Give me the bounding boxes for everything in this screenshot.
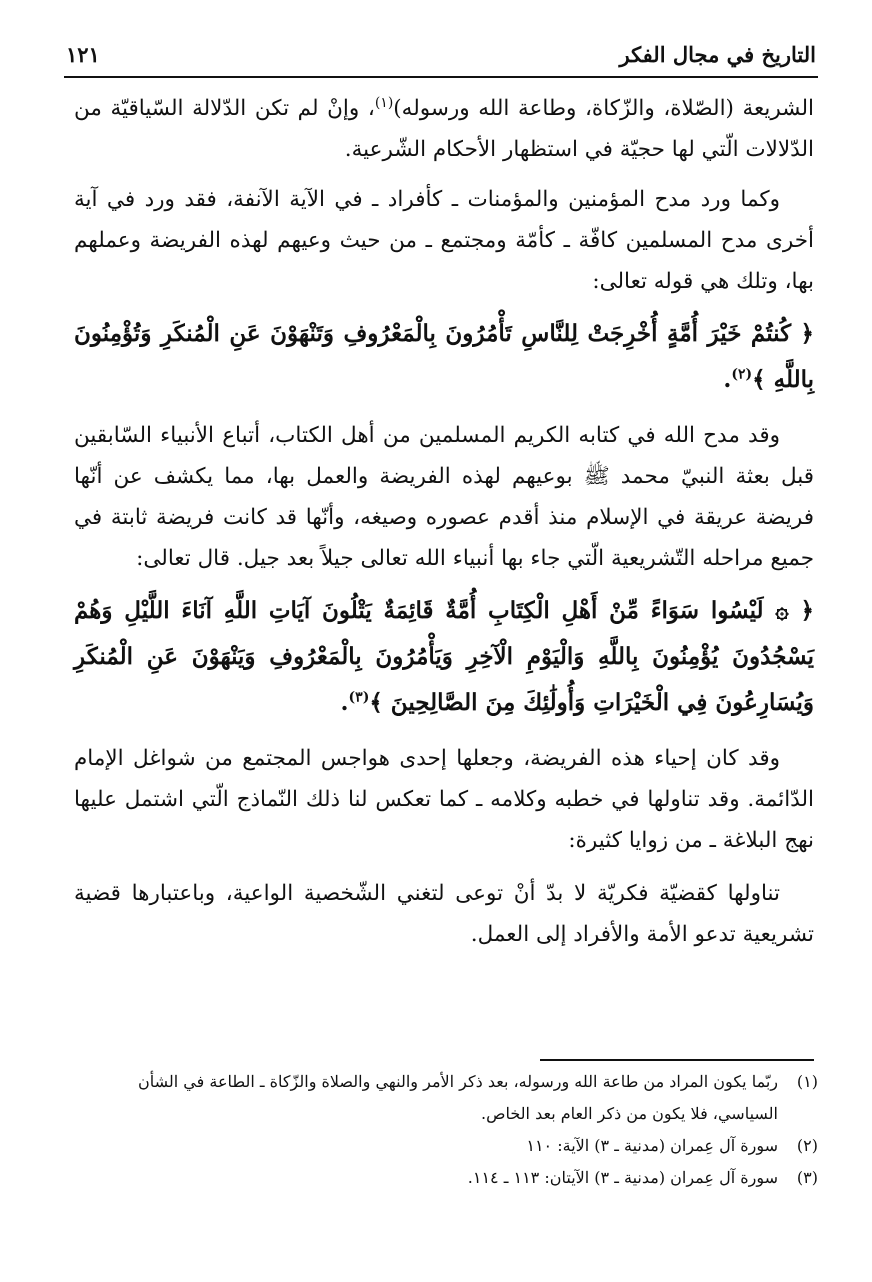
footnote-3 <box>74 1162 818 1194</box>
footnote-2 <box>74 1130 818 1162</box>
paragraph-2: وكما ورد مدح المؤمنين والمؤمنات ـ كأفراد ـ في الآية الآنفة، فقد ورد في آية أخرى مدح المسلمين كافّة ـ كأمّة ومجتمع ـ من حيث وعيهم لهذه الفريضة وعملهم بها، وتلك هي قوله تعالى: <box>74 187 814 294</box>
paragraph-4: وقد كان إحياء هذه الفريضة، وجعلها إحدى هواجس المجتمع من شواغل الإمام الدّائمة. وقد تناولها في خطبه وكلامه ـ كما تعكس لنا ذلك النّماذج الّتي اشتمل عليها نهج البلاغة ـ من زوايا كثيرة: <box>74 746 814 853</box>
verse-1-end: . <box>723 366 732 393</box>
footnote-ref-3: (٣) <box>348 689 370 706</box>
paragraph-1-end: ، وإنْ لم تكن الدّلالة السّياقيّة من الدّلالات الّتي لها حجيّة في استظهار الأحكام الشّرعية. <box>74 96 814 162</box>
paragraph-1-start: الشريعة (الصّلاة، والزّكاة، وطاعة الله ورسوله) <box>393 96 814 121</box>
page-header <box>66 32 816 76</box>
running-title: التاريخ في مجال الفكر <box>619 41 816 67</box>
footnote-1 <box>74 1066 818 1130</box>
footnote-text: سورة آل عِمران (مدنية ـ ٣) الآية: ١١٠ <box>526 1136 778 1155</box>
page-number: ١٢١ <box>66 41 100 67</box>
footnotes <box>74 1066 818 1194</box>
quran-verse-1 <box>74 311 814 403</box>
main-text <box>74 88 814 955</box>
footnote-text: ربّما يكون المراد من طاعة الله ورسوله، بعد ذكر الأمر والنهي والصلاة والزّكاة ـ الطاعة في الشأن السياسي، فلا يكون من ذكر العام بعد الخاص. <box>137 1072 778 1123</box>
verse-1-text: ﴿ كُنتُمْ خَيْرَ أُمَّةٍ أُخْرِجَتْ لِلنَّاسِ تَأْمُرُونَ بِالْمَعْرُوفِ وَتَنْهَوْنَ عَنِ الْمُنكَرِ وَتُؤْمِنُونَ بِاللَّهِ ﴾ <box>74 320 814 393</box>
paragraph-3: وقد مدح الله في كتابه الكريم المسلمين من أهل الكتاب، أتباع الأنبياء السّابقين قبل بعثة النبيّ محمد ﷺ بوعيهم لهذه الفريضة والعمل بها، مما يكشف عن أنّها فريضة عريقة في الإسلام منذ أقدم عصوره وصيغه، وأنّها قد كانت فريضة ثابتة في جميع مراحله التّشريعية الّتي جاء بها أنبياء الله تعالى جيلاً بعد جيل. قال تعالى: <box>74 423 814 571</box>
verse-2-text: ﴿ ۞ لَيْسُوا سَوَاءً مِّنْ أَهْلِ الْكِتَابِ أُمَّةٌ قَائِمَةٌ يَتْلُونَ آيَاتِ اللَّهِ آنَاءَ اللَّيْلِ وَهُمْ يَسْجُدُونَ يُؤْمِنُونَ بِاللَّهِ وَالْيَوْمِ الْآخِرِ وَيَأْمُرُونَ بِالْمَعْرُوفِ وَيَنْهَوْنَ عَنِ الْمُنكَرِ وَيُسَارِعُونَ فِي الْخَيْرَاتِ وَأُولَٰئِكَ مِنَ الصَّالِحِينَ ﴾ <box>74 597 814 716</box>
footnote-number: (٢) <box>796 1136 818 1155</box>
verse-2-end: . <box>340 689 349 716</box>
footnote-rule <box>540 1059 814 1061</box>
footnote-text: سورة آل عِمران (مدنية ـ ٣) الآيتان: ١١٣ ـ ١١٤. <box>467 1168 778 1187</box>
footnote-number: (٣) <box>796 1168 818 1187</box>
quran-verse-2 <box>74 588 814 726</box>
footnote-ref-1: (١) <box>374 94 394 111</box>
paragraph-5: تناولها كقضيّة فكريّة لا بدّ أنْ توعى لتغني الشّخصية الواعية، وباعتبارها قضية تشريعية تدعو الأمة والأفراد إلى العمل. <box>74 881 814 947</box>
header-rule <box>64 76 818 78</box>
footnote-number: (١) <box>796 1072 818 1091</box>
footnote-ref-2: (٢) <box>731 366 753 383</box>
paragraph-1 <box>74 88 814 170</box>
